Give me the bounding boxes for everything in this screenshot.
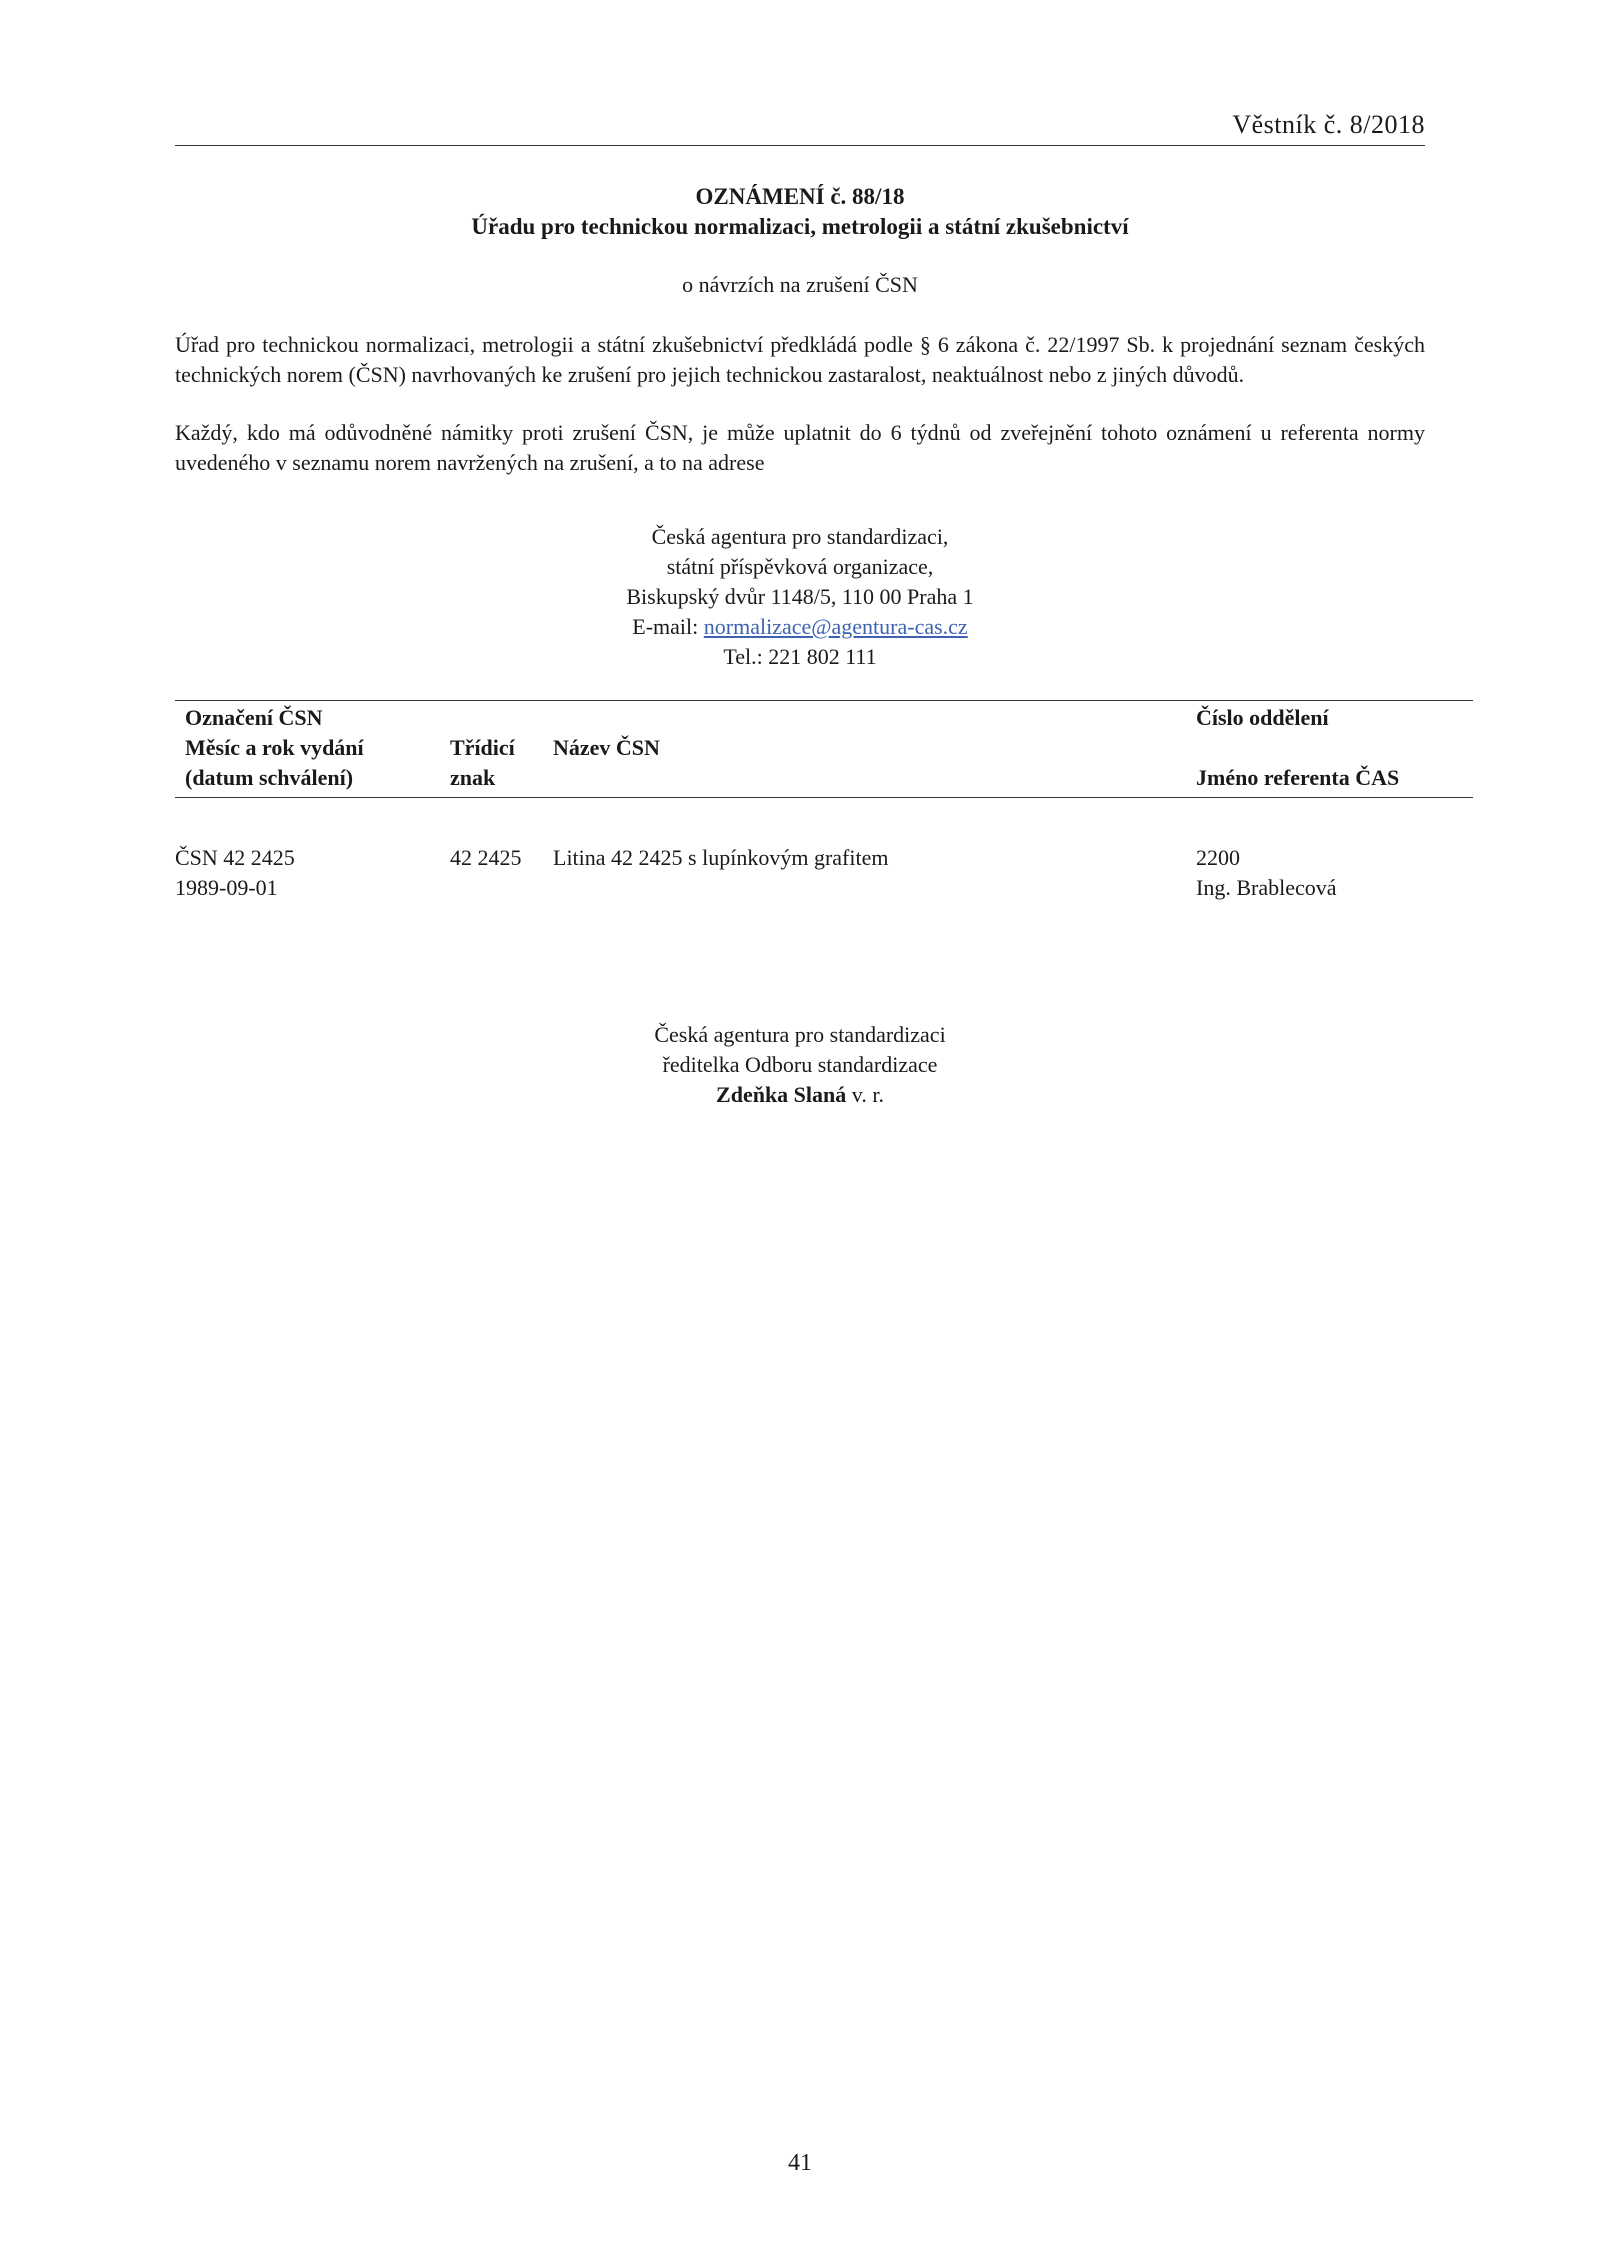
header-designation bbox=[185, 703, 364, 793]
address-line-street: Biskupský dvůr 1148/5, 110 00 Praha 1 bbox=[626, 584, 974, 609]
address-block bbox=[175, 522, 1425, 672]
signature-line bbox=[175, 1080, 1425, 1110]
email-label: E-mail: bbox=[632, 614, 704, 639]
header-class-code-line2: znak bbox=[450, 765, 496, 790]
table-header-rule bbox=[175, 797, 1473, 798]
paragraph-objections: Každý, kdo má odůvodněné námitky proti zrušení ČSN, je může uplatnit do 6 týdnů od zveřejnění tohoto oznámení u referenta normy uvedeného v seznamu norem navržených na zrušení, a to na adrese bbox=[175, 420, 1425, 475]
header-name: Název ČSN bbox=[553, 735, 660, 760]
header-class-code bbox=[450, 733, 515, 793]
notice-issuer: Úřadu pro technickou normalizaci, metrologii a státní zkušebnictví bbox=[471, 214, 1129, 239]
cell-referent: Ing. Brablecová bbox=[1196, 875, 1337, 900]
cell-name: Litina 42 2425 s lupínkovým grafitem bbox=[553, 845, 889, 870]
page-number: 41 bbox=[788, 2150, 812, 2176]
address-line-email bbox=[175, 612, 1425, 642]
address-line-type: státní příspěvková organizace, bbox=[666, 554, 934, 579]
address-line-org: Česká agentura pro standardizaci, bbox=[651, 524, 949, 549]
paragraph-intro: Úřad pro technickou normalizaci, metrologii a státní zkušebnictví předkládá podle § 6 zákona č. 22/1997 Sb. k projednání seznam českých technických norem (ČSN) navrhovaných ke zrušení pro jejich technickou zastaralost, neaktuálnost nebo z jiných důvodů. bbox=[175, 332, 1425, 387]
row-department bbox=[1196, 843, 1337, 903]
cell-department: 2200 bbox=[1196, 845, 1240, 870]
signature-suffix: v. r. bbox=[846, 1082, 884, 1107]
header-month-year-line: Měsíc a rok vydání bbox=[185, 735, 364, 760]
cell-class-code: 42 2425 bbox=[450, 845, 522, 870]
notice-subject: o návrzích na zrušení ČSN bbox=[682, 272, 918, 297]
notice-heading bbox=[175, 182, 1425, 242]
signature-block bbox=[175, 1020, 1425, 1110]
address-line-tel: Tel.: 221 802 111 bbox=[723, 644, 877, 669]
running-header: Věstník č. 8/2018 bbox=[1232, 110, 1425, 139]
table-top-rule bbox=[175, 700, 1473, 701]
header-referent: Jméno referenta ČAS bbox=[1196, 765, 1400, 790]
header-designation-line: Označení ČSN bbox=[185, 705, 323, 730]
signature-org: Česká agentura pro standardizaci bbox=[654, 1022, 946, 1047]
header-class-code-line1: Třídicí bbox=[450, 735, 515, 760]
cell-date: 1989-09-01 bbox=[175, 875, 278, 900]
header-department: Číslo oddělení bbox=[1196, 705, 1329, 730]
header-rule bbox=[175, 145, 1425, 146]
signature-name: Zdeňka Slaná bbox=[716, 1082, 847, 1107]
header-approval-date-line: (datum schválení) bbox=[185, 765, 354, 790]
notice-title: OZNÁMENÍ č. 88/18 bbox=[695, 184, 905, 209]
cell-designation: ČSN 42 2425 bbox=[175, 845, 295, 870]
signature-role: ředitelka Odboru standardizace bbox=[662, 1052, 938, 1077]
email-link[interactable]: normalizace@agentura-cas.cz bbox=[703, 614, 968, 639]
row-designation bbox=[175, 843, 295, 903]
